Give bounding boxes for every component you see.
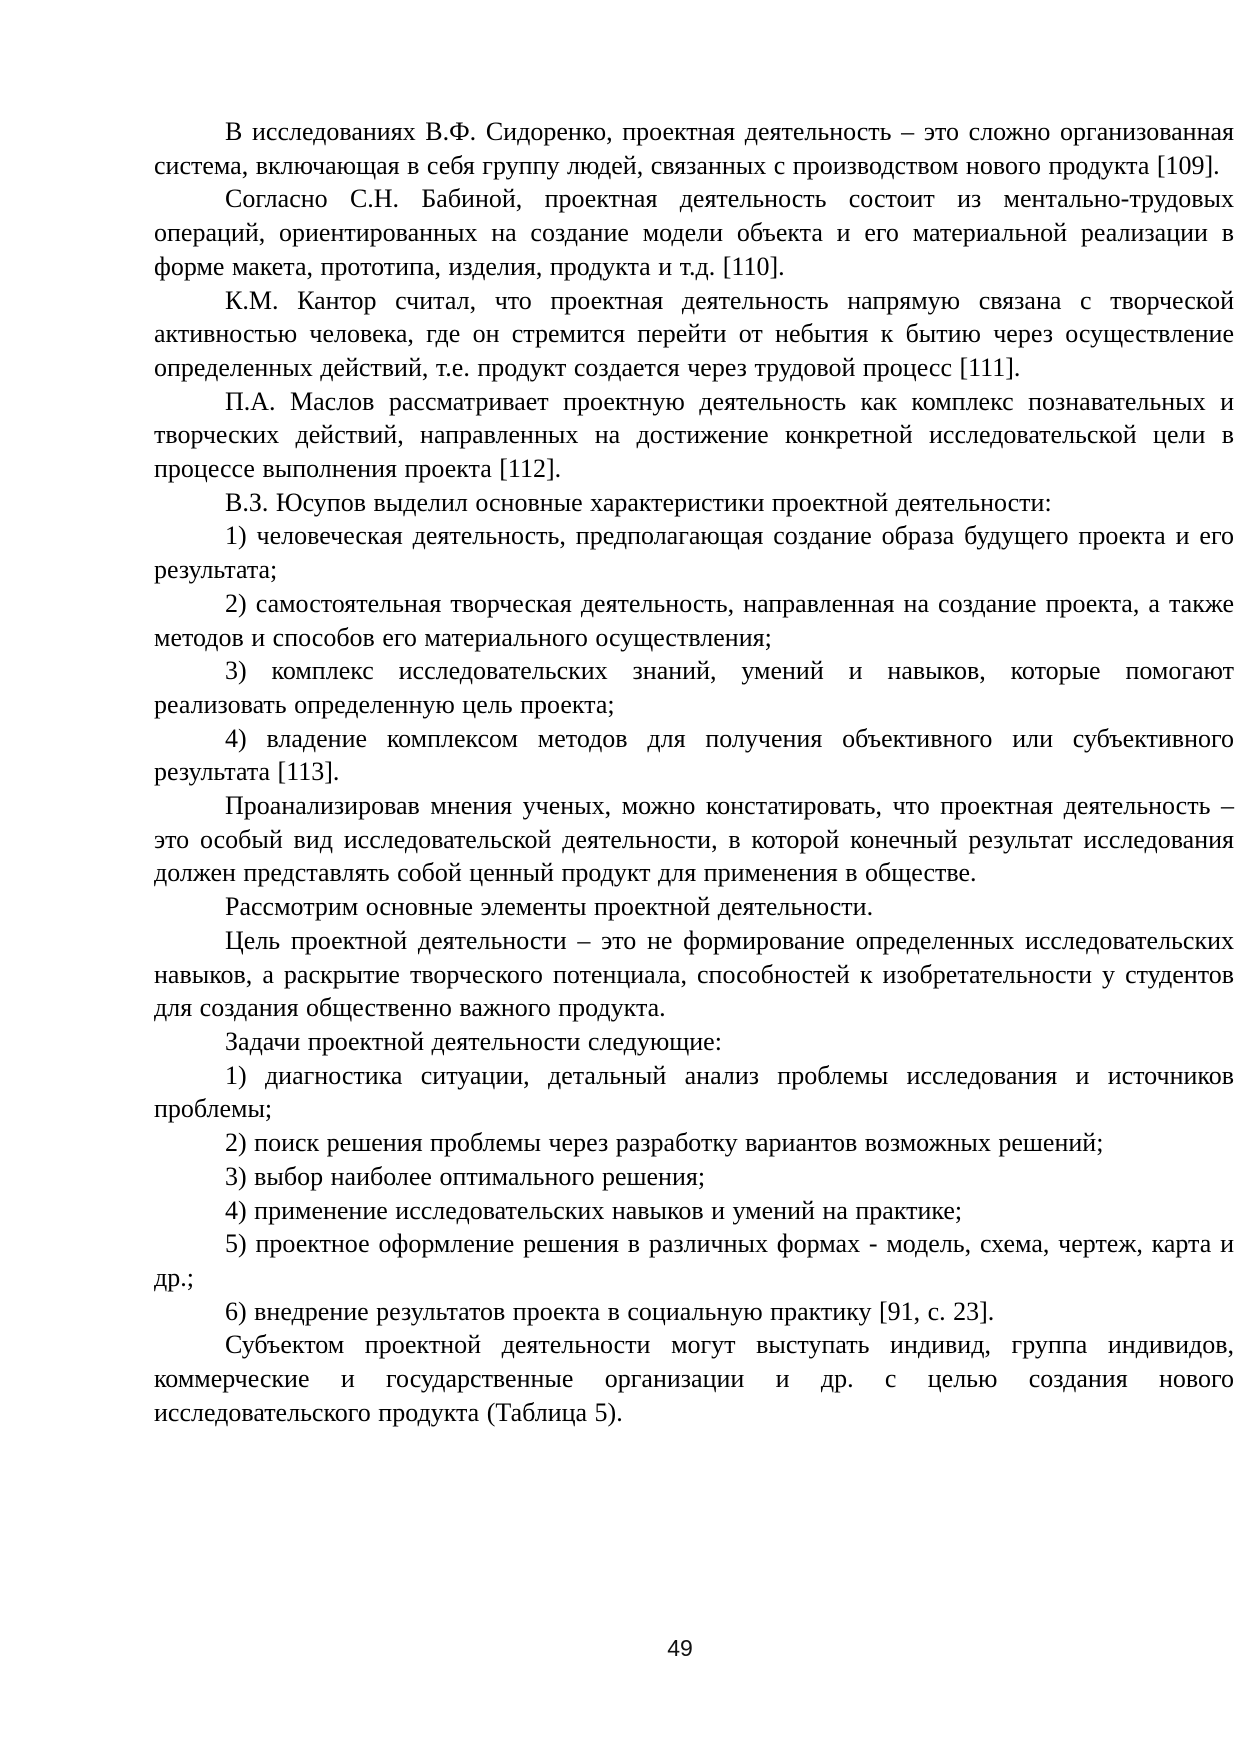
body-paragraph: П.А. Маслов рассматривает проектную деятельность как комплекс познавательных и творческих действий, направленных на достижение конкретной исследовательской цели в процессе выполнения проекта [112]. <box>154 386 1234 484</box>
body-paragraph: Рассмотрим основные элементы проектной деятельности. <box>225 892 874 922</box>
list-item: 1) диагностика ситуации, детальный анализ проблемы исследования и источников проблемы; <box>154 1060 1234 1124</box>
list-item: 4) применение исследовательских навыков и умений на практике; <box>225 1195 963 1225</box>
list-item: 3) комплекс исследовательских знаний, умений и навыков, которые помогают реализовать определенную цель проекта; <box>154 656 1234 719</box>
list-item: 6) внедрение результатов проекта в социальную практику [91, с. 23]. <box>225 1296 995 1326</box>
body-paragraph: Субъектом проектной деятельности могут выступать индивид, группа индивидов, коммерческие и государственные организации и др. с целью создания нового исследовательского продукта (Таблица 5). <box>154 1330 1234 1427</box>
list-item: 2) поиск решения проблемы через разработку вариантов возможных решений; <box>225 1128 1104 1158</box>
body-paragraph: Проанализировав мнения ученых, можно констатировать, что проектная деятельность – это особый вид исследовательской деятельности, в которой конечный результат исследования должен представлять собой ценный продукт для применения в обществе. <box>154 791 1234 888</box>
list-item: 5) проектное оформление решения в различных формах - модель, схема, чертеж, карта и др.; <box>154 1229 1234 1292</box>
body-paragraph: В.З. Юсупов выделил основные характеристики проектной деятельности: <box>225 487 1052 517</box>
body-paragraph: В исследованиях В.Ф. Сидоренко, проектная деятельность – это сложно организованная система, включающая в себя группу людей, связанных с производством нового продукта [109]. <box>154 117 1234 180</box>
body-paragraph: Цель проектной деятельности – это не формирование определенных исследовательских навыков, а раскрытие творческого потенциала, способностей к изобретательности у студентов для создания общественно важного продукта. <box>154 925 1234 1023</box>
list-item: 2) самостоятельная творческая деятельность, направленная на создание проекта, а также методов и способов его материального осуществления; <box>154 588 1234 652</box>
page-number: 49 <box>667 1635 693 1661</box>
body-paragraph: К.М. Кантор считал, что проектная деятельность напрямую связана с творческой активностью человека, где он стремится перейти от небытия к бытию через осуществление определенных действий, т.е. продукт создается через трудовой процесс [111]. <box>154 285 1234 382</box>
body-paragraph: Задачи проектной деятельности следующие: <box>225 1026 722 1056</box>
body-paragraph: Согласно С.Н. Бабиной, проектная деятельность состоит из ментально-трудовых операций, ориентированных на создание модели объекта и его материальной реализации в форме макета, прототипа, изделия, продукта и т.д. [110]. <box>154 184 1234 281</box>
list-item: 4) владение комплексом методов для получения объективного или субъективного результата [113]. <box>154 723 1234 787</box>
list-item: 3) выбор наиболее оптимального решения; <box>225 1161 706 1191</box>
list-item: 1) человеческая деятельность, предполагающая создание образа будущего проекта и его результата; <box>154 521 1234 585</box>
text-block <box>154 115 1234 1429</box>
